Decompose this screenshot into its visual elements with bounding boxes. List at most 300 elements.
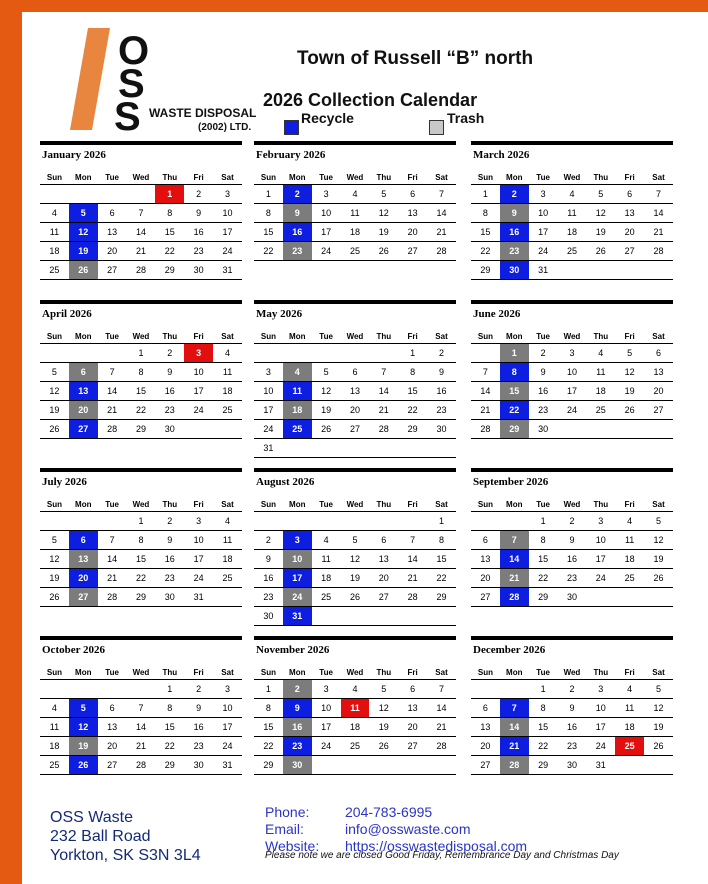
calendar-day: 24 (213, 242, 242, 261)
calendar-day: 18 (558, 223, 587, 242)
calendar-day: 27 (98, 261, 127, 280)
calendar-day: 17 (213, 718, 242, 737)
calendar-day: 12 (369, 204, 398, 223)
month-divider (471, 468, 673, 472)
recycle-day: 2 (500, 185, 529, 204)
calendar-day: 19 (644, 550, 673, 569)
email-link[interactable]: info@osswaste.com (345, 821, 471, 837)
calendar-day: 31 (213, 261, 242, 280)
calendar-day: 27 (398, 242, 427, 261)
month-grid (254, 497, 456, 626)
trash-day: 4 (283, 363, 312, 382)
calendar-day: 17 (213, 223, 242, 242)
week-row (40, 680, 242, 699)
weekday-header: Tue (312, 329, 341, 344)
calendar-day: 6 (615, 185, 644, 204)
empty-day (586, 420, 615, 439)
weekday-header: Sat (213, 497, 242, 512)
recycle-day: 17 (283, 569, 312, 588)
calendar-day: 13 (644, 363, 673, 382)
trash-day: 18 (283, 401, 312, 420)
svg-text:WASTE DISPOSAL: WASTE DISPOSAL (149, 106, 257, 120)
calendar-day: 11 (341, 204, 370, 223)
calendar-day: 2 (184, 680, 213, 699)
calendar-day: 4 (341, 185, 370, 204)
week-row (254, 699, 456, 718)
calendar-day: 19 (586, 223, 615, 242)
calendar-day: 23 (427, 401, 456, 420)
week-row (471, 569, 673, 588)
website-link[interactable]: https://osswastedisposal.com (345, 838, 528, 854)
recycle-day: 3 (283, 531, 312, 550)
trash-day: 2 (283, 680, 312, 699)
empty-day (586, 261, 615, 280)
oss-logo (48, 22, 268, 134)
weekday-header: Sat (427, 665, 456, 680)
calendar-day: 3 (312, 185, 341, 204)
calendar-day: 28 (127, 261, 156, 280)
calendar-day: 4 (341, 680, 370, 699)
calendar-day: 10 (184, 363, 213, 382)
trash-day: 28 (500, 756, 529, 775)
calendar-day: 17 (586, 550, 615, 569)
calendar-day: 4 (558, 185, 587, 204)
calendar-day: 6 (98, 699, 127, 718)
calendar-day: 6 (98, 204, 127, 223)
calendar-day: 21 (369, 401, 398, 420)
closure-note: Please note we are closed Good Friday, Remembrance Day and Christmas Day (265, 850, 619, 861)
calendar-day: 18 (213, 550, 242, 569)
month-grid (471, 170, 673, 280)
calendar-day: 26 (644, 569, 673, 588)
calendar-day: 9 (155, 531, 184, 550)
calendar-day: 18 (586, 382, 615, 401)
calendar-day: 29 (471, 261, 500, 280)
calendar-day: 21 (127, 737, 156, 756)
calendar-day: 3 (184, 512, 213, 531)
weekday-header: Fri (184, 497, 213, 512)
weekday-header: Wed (127, 329, 156, 344)
calendar-day: 24 (312, 242, 341, 261)
month-divider (40, 141, 242, 145)
empty-day (369, 344, 398, 363)
month-calendar (471, 636, 673, 775)
calendar-day: 7 (369, 363, 398, 382)
week-row (40, 204, 242, 223)
weekday-header: Wed (558, 665, 587, 680)
calendar-day: 21 (427, 718, 456, 737)
calendar-day: 2 (155, 344, 184, 363)
phone-number[interactable]: 204-783-6995 (345, 804, 433, 820)
empty-day (558, 261, 587, 280)
calendar-day: 22 (529, 737, 558, 756)
week-row (254, 756, 456, 775)
week-row (40, 185, 242, 204)
month-name: April 2026 (42, 308, 92, 320)
calendar-day: 5 (644, 680, 673, 699)
calendar-day: 5 (312, 363, 341, 382)
weekday-header: Tue (312, 665, 341, 680)
week-row (471, 420, 673, 439)
calendar-day: 18 (615, 718, 644, 737)
calendar-day: 8 (427, 531, 456, 550)
calendar-day: 15 (254, 223, 283, 242)
weekday-header: Mon (500, 497, 529, 512)
calendar-day: 2 (529, 344, 558, 363)
calendar-day: 23 (558, 569, 587, 588)
empty-day (341, 344, 370, 363)
calendar-day: 5 (40, 363, 69, 382)
recycle-day: 31 (283, 607, 312, 626)
weekday-header: Mon (283, 497, 312, 512)
calendar-day: 26 (312, 420, 341, 439)
calendar-day: 25 (341, 242, 370, 261)
recycle-day: 13 (69, 382, 98, 401)
trash-day: 14 (500, 718, 529, 737)
recycle-day: 25 (283, 420, 312, 439)
empty-day (586, 588, 615, 607)
calendar-day: 8 (398, 363, 427, 382)
calendar-day: 18 (341, 718, 370, 737)
trash-day: 23 (283, 242, 312, 261)
week-row (471, 223, 673, 242)
calendar-day: 23 (254, 588, 283, 607)
calendar-day: 23 (155, 569, 184, 588)
trash-day: 20 (69, 401, 98, 420)
weekday-header: Fri (398, 497, 427, 512)
month-calendar (40, 468, 242, 607)
phone-label: Phone: (265, 804, 310, 820)
recycle-day: 2 (283, 185, 312, 204)
holiday-day: 25 (615, 737, 644, 756)
calendar-day: 24 (529, 242, 558, 261)
calendar-day: 3 (213, 680, 242, 699)
calendar-day: 1 (127, 344, 156, 363)
calendar-day: 9 (184, 699, 213, 718)
empty-day (471, 680, 500, 699)
trash-day: 16 (283, 718, 312, 737)
empty-day (127, 185, 156, 204)
calendar-day: 23 (558, 737, 587, 756)
calendar-day: 13 (398, 699, 427, 718)
calendar-day: 12 (615, 363, 644, 382)
empty-day (184, 420, 213, 439)
calendar-day: 16 (155, 550, 184, 569)
calendar-day: 15 (127, 382, 156, 401)
week-row (254, 363, 456, 382)
calendar-day: 30 (427, 420, 456, 439)
calendar-day: 5 (586, 185, 615, 204)
empty-day (213, 420, 242, 439)
trash-day: 26 (69, 261, 98, 280)
calendar-day: 25 (586, 401, 615, 420)
calendar-day: 24 (558, 401, 587, 420)
calendar-day: 5 (369, 680, 398, 699)
weekday-header: Wed (127, 170, 156, 185)
calendar-day: 11 (213, 363, 242, 382)
calendar-day: 13 (615, 204, 644, 223)
weekday-header: Thu (155, 170, 184, 185)
week-row (40, 718, 242, 737)
calendar-day: 22 (127, 401, 156, 420)
calendar-day: 30 (155, 588, 184, 607)
calendar-day: 8 (529, 699, 558, 718)
weekday-header: Fri (184, 665, 213, 680)
recycle-day: 8 (500, 363, 529, 382)
weekday-header: Tue (98, 497, 127, 512)
week-row (40, 420, 242, 439)
recycle-day: 5 (69, 699, 98, 718)
week-row (254, 737, 456, 756)
calendar-day: 29 (127, 420, 156, 439)
weekday-header: Mon (500, 329, 529, 344)
week-row (471, 204, 673, 223)
calendar-day: 5 (369, 185, 398, 204)
recycle-day: 30 (500, 261, 529, 280)
recycle-day: 11 (283, 382, 312, 401)
calendar-day: 26 (369, 242, 398, 261)
calendar-day: 14 (471, 382, 500, 401)
weekday-header: Mon (69, 665, 98, 680)
weekday-header: Sat (644, 497, 673, 512)
calendar-day: 13 (98, 223, 127, 242)
calendar-day: 10 (586, 699, 615, 718)
calendar-day: 18 (615, 550, 644, 569)
calendar-day: 12 (644, 531, 673, 550)
calendar-day: 21 (98, 401, 127, 420)
calendar-day: 4 (213, 512, 242, 531)
calendar-day: 29 (398, 420, 427, 439)
empty-day (127, 680, 156, 699)
week-row (471, 550, 673, 569)
empty-day (283, 439, 312, 458)
calendar-day: 10 (586, 531, 615, 550)
calendar-day: 11 (615, 531, 644, 550)
calendar-day: 6 (398, 185, 427, 204)
week-row (471, 261, 673, 280)
calendar-day: 19 (312, 401, 341, 420)
recycle-day: 14 (500, 550, 529, 569)
weekday-header: Fri (398, 329, 427, 344)
month-name: July 2026 (42, 476, 87, 488)
calendar-day: 30 (155, 420, 184, 439)
calendar-day: 7 (127, 204, 156, 223)
empty-day (369, 439, 398, 458)
calendar-day: 3 (558, 344, 587, 363)
weekday-header: Tue (529, 497, 558, 512)
empty-day (69, 512, 98, 531)
page-title: Town of Russell “B” north (297, 48, 534, 69)
empty-day (615, 261, 644, 280)
calendar-day: 9 (529, 363, 558, 382)
calendar-day: 7 (644, 185, 673, 204)
calendar-day: 4 (615, 680, 644, 699)
calendar-day: 18 (312, 569, 341, 588)
recycle-day: 19 (69, 242, 98, 261)
calendar-day: 29 (529, 756, 558, 775)
week-row (254, 242, 456, 261)
holiday-day: 1 (155, 185, 184, 204)
calendar-day: 24 (254, 420, 283, 439)
calendar-day: 24 (184, 569, 213, 588)
weekday-header: Wed (558, 170, 587, 185)
empty-day (615, 756, 644, 775)
weekday-header: Wed (341, 497, 370, 512)
calendar-day: 11 (586, 363, 615, 382)
trash-day: 10 (283, 550, 312, 569)
calendar-day: 20 (98, 242, 127, 261)
calendar-day: 24 (213, 737, 242, 756)
week-row (40, 401, 242, 420)
calendar-day: 6 (398, 680, 427, 699)
week-row (254, 569, 456, 588)
calendar-day: 16 (155, 382, 184, 401)
calendar-day: 30 (184, 756, 213, 775)
calendar-day: 8 (254, 699, 283, 718)
calendar-day: 29 (127, 588, 156, 607)
weekday-header: Sun (40, 497, 69, 512)
recycle-day: 7 (500, 699, 529, 718)
calendar-day: 1 (398, 344, 427, 363)
recycle-day: 9 (283, 699, 312, 718)
calendar-day: 1 (427, 512, 456, 531)
empty-day (615, 420, 644, 439)
recycle-day: 12 (69, 718, 98, 737)
calendar-day: 31 (213, 756, 242, 775)
calendar-day: 31 (184, 588, 213, 607)
empty-day (398, 607, 427, 626)
week-row (40, 588, 242, 607)
week-row (471, 242, 673, 261)
calendar-day: 15 (127, 550, 156, 569)
calendar-day: 10 (529, 204, 558, 223)
week-row (254, 223, 456, 242)
calendar-day: 20 (471, 569, 500, 588)
calendar-day: 18 (40, 242, 69, 261)
week-row (254, 607, 456, 626)
calendar-day: 22 (254, 242, 283, 261)
month-calendar (254, 636, 456, 775)
calendar-day: 23 (529, 401, 558, 420)
week-row (254, 718, 456, 737)
calendar-day: 10 (213, 204, 242, 223)
calendar-day: 20 (398, 718, 427, 737)
recycle-day: 16 (500, 223, 529, 242)
calendar-day: 14 (98, 382, 127, 401)
month-grid (40, 170, 242, 280)
recycle-day: 21 (500, 737, 529, 756)
calendar-day: 2 (427, 344, 456, 363)
calendar-day: 12 (644, 699, 673, 718)
calendar-day: 2 (558, 680, 587, 699)
month-calendar (40, 300, 242, 439)
month-divider (254, 300, 456, 304)
empty-day (500, 680, 529, 699)
calendar-day: 16 (184, 223, 213, 242)
calendar-day: 11 (213, 531, 242, 550)
calendar-day: 13 (98, 718, 127, 737)
month-divider (40, 300, 242, 304)
calendar-day: 28 (127, 756, 156, 775)
weekday-header: Thu (586, 665, 615, 680)
week-row (40, 223, 242, 242)
calendar-day: 22 (155, 242, 184, 261)
recycle-day: 5 (69, 204, 98, 223)
month-name: December 2026 (473, 644, 546, 656)
trash-day: 13 (69, 550, 98, 569)
week-row (254, 550, 456, 569)
month-divider (471, 141, 673, 145)
empty-day (471, 512, 500, 531)
month-calendar (40, 636, 242, 775)
calendar-day: 6 (471, 699, 500, 718)
calendar-day: 9 (254, 550, 283, 569)
weekday-header: Sun (254, 329, 283, 344)
calendar-day: 5 (615, 344, 644, 363)
calendar-day: 29 (529, 588, 558, 607)
calendar-day: 16 (184, 718, 213, 737)
weekday-header: Sun (471, 170, 500, 185)
calendar-day: 24 (586, 737, 615, 756)
empty-day (213, 588, 242, 607)
calendar-day: 25 (213, 401, 242, 420)
calendar-day: 22 (254, 737, 283, 756)
calendar-day: 3 (312, 680, 341, 699)
calendar-day: 9 (558, 699, 587, 718)
calendar-day: 2 (254, 531, 283, 550)
trash-swatch (429, 120, 444, 135)
weekday-header: Thu (369, 497, 398, 512)
weekday-header: Thu (586, 170, 615, 185)
month-grid (40, 665, 242, 775)
weekday-header: Fri (615, 665, 644, 680)
calendar-day: 7 (427, 185, 456, 204)
empty-day (40, 344, 69, 363)
trash-day: 29 (500, 420, 529, 439)
calendar-day: 15 (471, 223, 500, 242)
empty-day (69, 185, 98, 204)
calendar-day: 27 (615, 242, 644, 261)
month-name: May 2026 (256, 308, 303, 320)
calendar-day: 30 (254, 607, 283, 626)
week-row (40, 737, 242, 756)
week-row (254, 420, 456, 439)
calendar-day: 28 (471, 420, 500, 439)
weekday-header: Sun (254, 497, 283, 512)
calendar-day: 19 (369, 718, 398, 737)
calendar-day: 26 (644, 737, 673, 756)
empty-day (644, 261, 673, 280)
calendar-day: 2 (558, 512, 587, 531)
calendar-day: 22 (155, 737, 184, 756)
trash-day: 23 (500, 242, 529, 261)
address-company: OSS Waste (50, 809, 133, 826)
month-name: March 2026 (473, 149, 530, 161)
calendar-day: 9 (155, 363, 184, 382)
week-row (471, 756, 673, 775)
calendar-day: 28 (98, 420, 127, 439)
recycle-legend-label: Recycle (301, 110, 354, 126)
email-label: Email: (265, 821, 304, 837)
calendar-day: 20 (369, 569, 398, 588)
calendar-day: 11 (615, 699, 644, 718)
calendar-day: 28 (398, 588, 427, 607)
calendar-day: 1 (471, 185, 500, 204)
empty-day (98, 512, 127, 531)
calendar-day: 3 (586, 512, 615, 531)
month-divider (254, 636, 456, 640)
svg-text:S: S (118, 62, 145, 106)
